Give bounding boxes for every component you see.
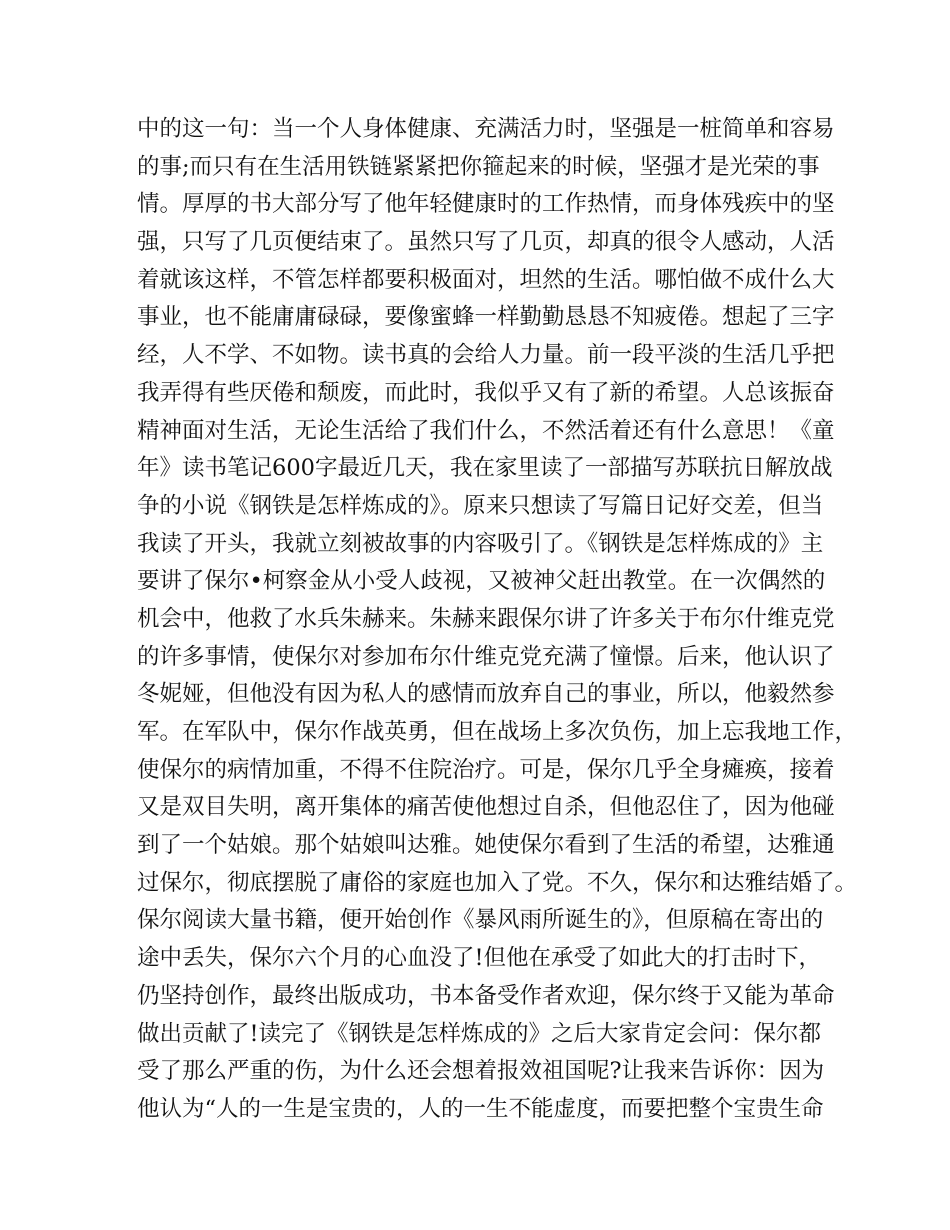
text-line: 军。在军队中，保尔作战英勇，但在战场上多次负伤，加上忘我地工作， (137, 719, 858, 745)
text-line: 情。厚厚的书大部分写了他年轻健康时的工作热情，而身体残疾中的坚 (137, 191, 835, 218)
text-line: 中的这一句：当一个人身体健康、充满活力时，坚强是一桩简单和容易 (137, 116, 835, 142)
text-line: 又是双目失明，离开集体的痛苦使他想过自杀，但他忍住了，因为他碰 (137, 794, 835, 821)
text-line: 保尔阅读大量书籍，便开始创作《暴风雨所诞生的》，但原稿在寄出的 (137, 907, 824, 934)
text-line: 的事;而只有在生活用铁链紧紧把你箍起来的时候，坚强才是光荣的事 (137, 153, 820, 180)
text-line: 我读了开头，我就立刻被故事的内容吸引了。《钢铁是怎样炼成的》主 (137, 530, 824, 557)
text-line: 事业，也不能庸庸碌碌，要像蜜蜂一样勤勤恳恳不知疲倦。想起了三字 (137, 304, 835, 331)
text-line: 强，只写了几页便结束了。虽然只写了几页，却真的很令人感动，人活 (137, 229, 835, 256)
body-text (137, 111, 858, 1129)
text-line: 途中丢失，保尔六个月的心血没了!但他在承受了如此大的打击时下， (137, 945, 822, 972)
text-line: 年》读书笔记600字最近几天，我在家里读了一部描写苏联抗日解放战 (137, 455, 833, 482)
text-line: 使保尔的病情加重，不得不住院治疗。可是，保尔几乎全身瘫痪，接着 (137, 756, 835, 783)
text-line: 到了一个姑娘。那个姑娘叫达雅。她使保尔看到了生活的希望，达雅通 (137, 832, 835, 859)
text-line: 冬妮娅，但他没有因为私人的感情而放弃自己的事业，所以，他毅然参 (137, 681, 835, 708)
text-line: 着就该这样，不管怎样都要积极面对，坦然的生活。哪怕做不成什么大 (137, 266, 835, 293)
text-line: 机会中，他救了水兵朱赫来。朱赫来跟保尔讲了许多关于布尔什维克党 (137, 605, 835, 632)
text-line: 我弄得有些厌倦和颓废，而此时，我似乎又有了新的希望。人总该振奋 (137, 379, 835, 406)
text-line: 争的小说《钢铁是怎样炼成的》。原来只想读了写篇日记好交差，但当 (137, 492, 824, 519)
text-line: 做出贡献了!读完了《钢铁是怎样炼成的》之后大家肯定会问：保尔都 (137, 1020, 822, 1047)
text-line: 过保尔，彻底摆脱了庸俗的家庭也加入了党。不久，保尔和达雅结婚了。 (137, 869, 858, 896)
text-line: 他认为“人的一生是宝贵的，人的一生不能虚度，而要把整个宝贵生命 (137, 1095, 824, 1122)
text-line: 受了那么严重的伤，为什么还会想着报效祖国呢?让我来告诉你：因为 (137, 1058, 825, 1085)
text-line: 仍坚持创作，最终出版成功，书本备受作者欢迎，保尔终于又能为革命 (137, 982, 835, 1009)
text-line: 要讲了保尔•柯察金从小受人歧视，又被神父赶出教堂。在一次偶然的 (137, 568, 826, 595)
text-line: 的许多事情，使保尔对参加布尔什维克党充满了憧憬。后来，他认识了 (137, 643, 835, 670)
text-line: 精神面对生活，无论生活给了我们什么，不然活着还有什么意思！《童 (137, 417, 835, 444)
text-line: 经，人不学、不如物。读书真的会给人力量。前一段平淡的生活几乎把 (137, 342, 835, 369)
